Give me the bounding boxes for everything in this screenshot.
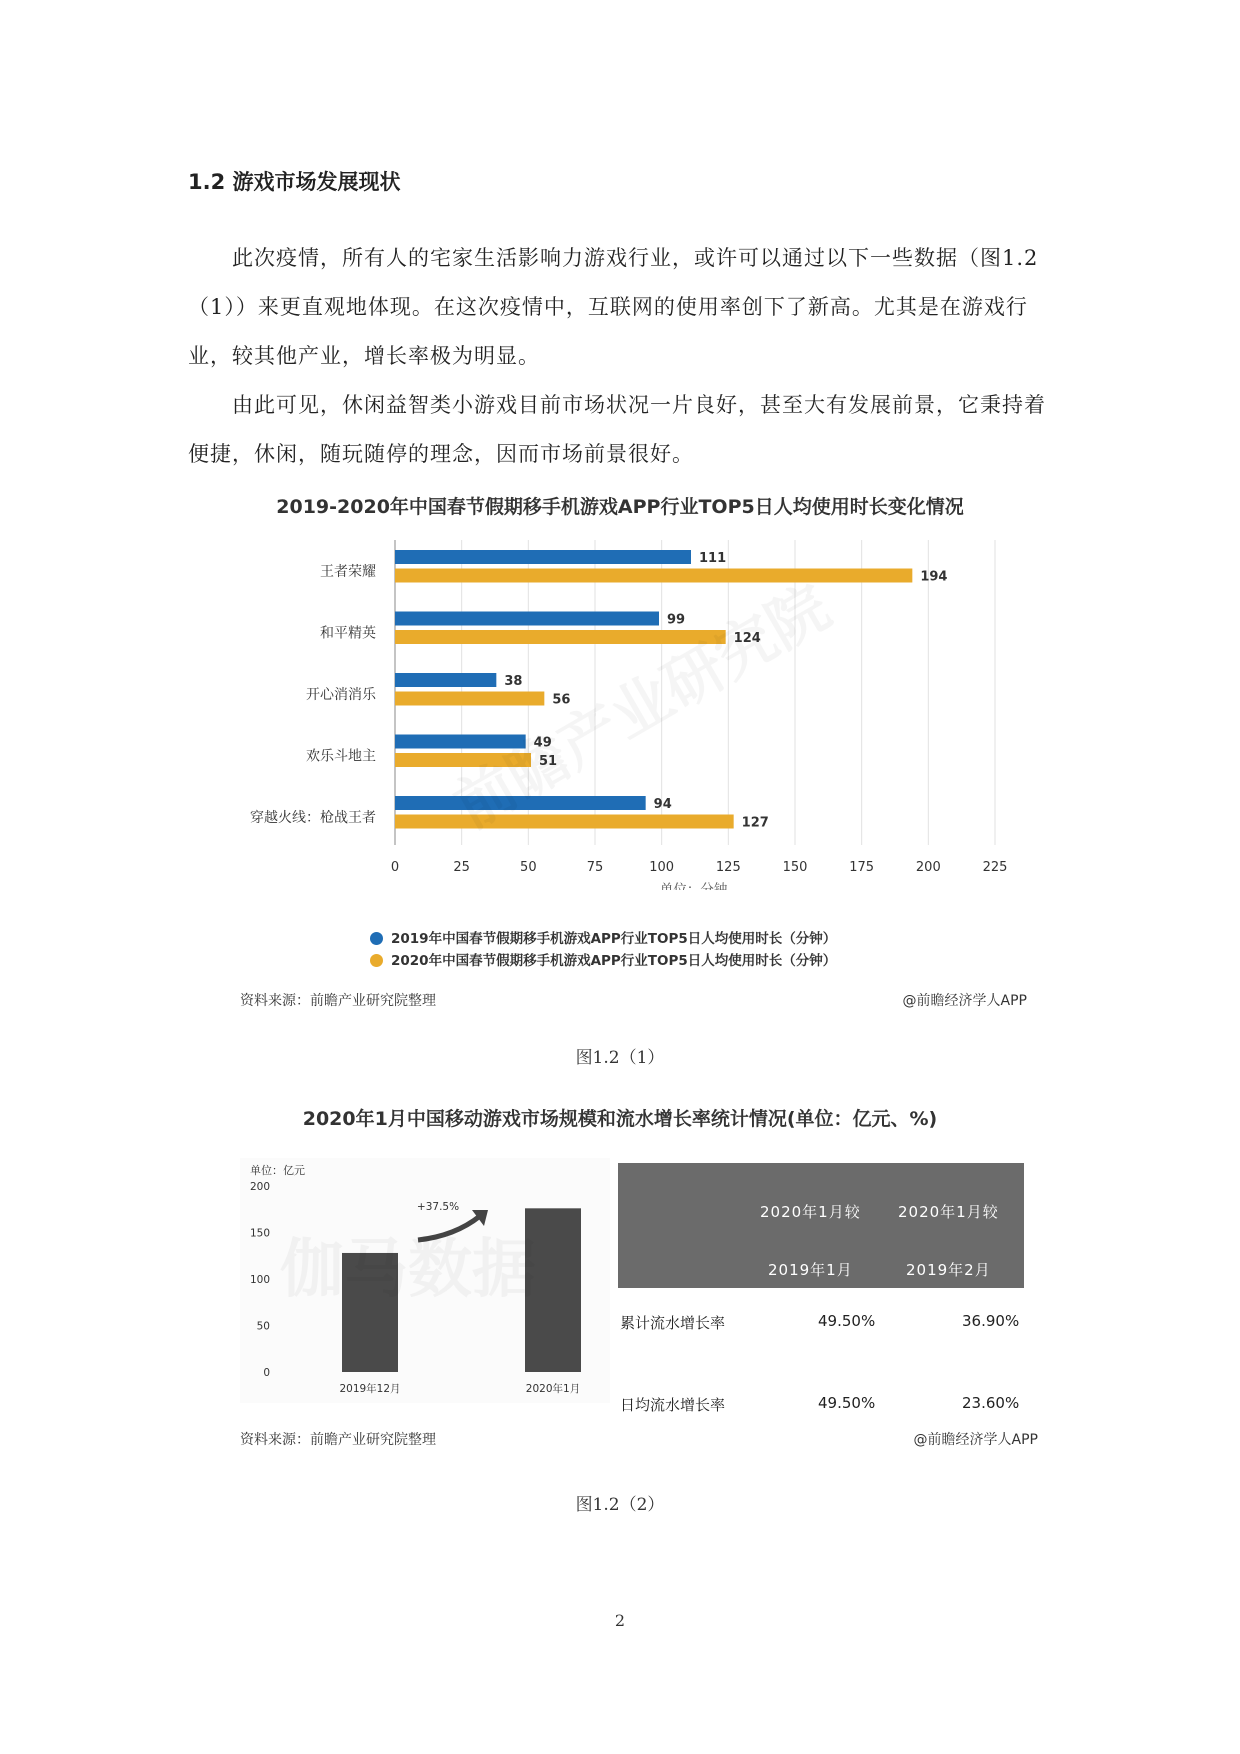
figure1-credit: @前瞻经济学人APP: [902, 993, 1027, 1009]
chart1-x-tick: 200: [915, 860, 941, 875]
chart1-data-label: 124: [733, 631, 761, 646]
chart2-y-tick: 150: [249, 1227, 270, 1240]
header-col1-line2: 2019年1月: [768, 1261, 853, 1279]
chart1-bar: [395, 550, 691, 564]
chart2-annotation: +37.5%: [416, 1201, 460, 1213]
section-heading: 1.2 游戏市场发展现状: [188, 170, 401, 194]
chart1-data-label: 51: [539, 754, 558, 769]
chart1-x-tick: 125: [715, 860, 741, 875]
chart1-x-tick: 50: [520, 860, 537, 875]
row1-value2: 36.90%: [962, 1312, 1020, 1330]
row1-label: 累计流水增长率: [620, 1314, 726, 1332]
body-text: [188, 234, 1058, 479]
legend-dot-2019: [370, 932, 383, 945]
paragraph-2: 由此可见，休闲益智类小游戏目前市场状况一片良好，甚至大有发展前景，它秉持着便捷，休闲，随玩随停的理念，因而市场前景很好。: [188, 393, 1046, 466]
chart1-data-label: 38: [504, 674, 523, 689]
paragraph-1: 此次疫情，所有人的宅家生活影响力游戏行业，或许可以通过以下一些数据（图1.2（1））来更直观地体现。在这次疫情中，互联网的使用率创下了新高。尤其是在游戏行业，较其他产业，增长率极为明显。: [188, 246, 1039, 368]
legend-dot-2020: [370, 954, 383, 967]
row2-label: 日均流水增长率: [620, 1396, 726, 1414]
chart2-title: 2020年1月中国移动游戏市场规模和流水增长率统计情况(单位：亿元、%): [302, 1108, 938, 1130]
chart2-container: [240, 1158, 610, 1403]
chart2-y-tick: 100: [249, 1274, 270, 1286]
chart2-unit-label: 单位：亿元: [250, 1164, 305, 1177]
chart1-bar: [395, 569, 912, 583]
chart2-x-tick: 2020年1月: [525, 1383, 581, 1395]
table-row: [618, 1370, 1024, 1428]
chart1-x-tick: 175: [849, 860, 875, 875]
chart1-x-tick: 0: [390, 860, 400, 875]
chart1-legend-2020: [370, 949, 836, 969]
chart1-x-label: 单位：分钟: [659, 882, 728, 890]
chart1-category-label: 穿越火线：枪战王者: [250, 810, 376, 826]
figure2-caption: 图1.2（2）: [575, 1495, 665, 1515]
page-number: 2: [614, 1611, 626, 1630]
chart1-data-label: 56: [552, 692, 571, 708]
header-col2-line1: 2020年1月较: [898, 1203, 999, 1221]
figure2-credit: @前瞻经济学人APP: [913, 1432, 1038, 1448]
chart1-category-label: 开心消消乐: [306, 687, 376, 703]
chart1-category-label: 和平精英: [320, 625, 376, 642]
chart1-data-label: 94: [653, 797, 672, 812]
figure2-source: 资料来源：前瞻产业研究院整理: [240, 1432, 436, 1448]
chart1-data-label: 194: [920, 569, 948, 585]
chart1-x-tick: 75: [586, 860, 604, 875]
chart1-data-label: 111: [699, 551, 727, 566]
chart1-x-tick: 25: [453, 860, 470, 875]
growth-table: [618, 1163, 1024, 1428]
chart2-x-tick: 2019年12月: [339, 1383, 401, 1395]
chart1-x-tick: 100: [649, 860, 675, 875]
row2-value2: 23.60%: [962, 1394, 1020, 1412]
chart2-y-tick: 0: [263, 1367, 270, 1379]
chart1-x-tick: 225: [982, 860, 1008, 875]
chart2-watermark: [280, 1218, 536, 1310]
chart1-title: 2019-2020年中国春节假期移手机游戏APP行业TOP5日人均使用时长变化情况: [276, 496, 964, 518]
table-row: [618, 1288, 1024, 1370]
chart1-bar: [395, 692, 544, 706]
chart1-bar: [395, 612, 659, 626]
chart1-data-label: 99: [667, 612, 686, 628]
growth-table-header: [618, 1163, 1024, 1288]
row2-value1: 49.50%: [818, 1394, 876, 1412]
chart1-bar: [395, 673, 496, 687]
chart2-y-tick: 200: [249, 1181, 270, 1193]
chart1-data-label: 49: [533, 735, 552, 751]
row1-value1: 49.50%: [818, 1312, 876, 1330]
chart1-category-label: 欢乐斗地主: [306, 748, 376, 765]
chart1-container: [0, 540, 1240, 890]
chart1-legend-2019: [370, 927, 836, 947]
legend-label-2020: 2020年中国春节假期移手机游戏APP行业TOP5日人均使用时长（分钟）: [391, 953, 837, 969]
header-col2-line2: 2019年2月: [906, 1261, 991, 1279]
chart2-y-tick: 50: [256, 1320, 270, 1333]
header-col1-line1: 2020年1月较: [760, 1203, 861, 1221]
figure1-caption: 图1.2（1）: [575, 1048, 665, 1068]
legend-label-2019: 2019年中国春节假期移手机游戏APP行业TOP5日人均使用时长（分钟）: [391, 931, 837, 947]
chart1-bar: [395, 815, 734, 829]
chart1-data-label: 127: [741, 815, 769, 831]
chart1-category-label: 王者荣耀: [320, 564, 376, 580]
figure1-source: 资料来源：前瞻产业研究院整理: [240, 993, 436, 1009]
chart1-x-tick: 150: [782, 860, 808, 875]
